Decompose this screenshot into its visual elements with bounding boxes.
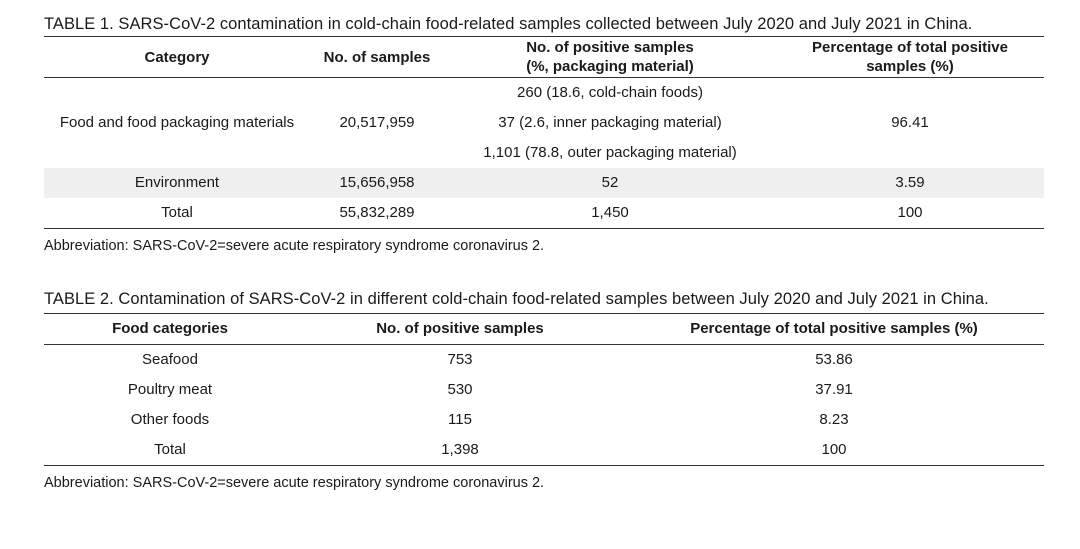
table1-header-positive-line2: (%, packaging material) <box>526 58 694 75</box>
table2-cell-category: Seafood <box>142 351 198 368</box>
table1-positive-line: 260 (18.6, cold-chain foods) <box>517 84 703 101</box>
table1-cell-positive: 1,450 <box>591 204 629 221</box>
table1-cell-positive: 52 <box>444 168 776 198</box>
table-row <box>44 168 1044 198</box>
table2-cell-positive: 753 <box>447 351 473 368</box>
table1-positive-line: 37 (2.6, inner packaging material) <box>498 114 722 131</box>
table1-caption: TABLE 1. SARS-CoV-2 contamination in cold-chain food-related samples collected between July 2020 and July 2021 in China. <box>44 15 973 33</box>
table2-header-row <box>44 314 1044 345</box>
table1-cell-samples: 15,656,958 <box>310 168 444 198</box>
table2-cell-percentage: 53.86 <box>815 351 853 368</box>
table1-header-positive <box>444 37 776 78</box>
table2-header-category: Food categories <box>112 320 228 337</box>
table2-cell-percentage: 100 <box>821 441 847 458</box>
table-row <box>44 78 1044 169</box>
table-row <box>44 345 1044 376</box>
table2-caption: TABLE 2. Contamination of SARS-CoV-2 in different cold-chain food-related samples between July 2020 and July 2021 in China. <box>44 290 989 308</box>
table2-cell-category: Total <box>154 441 186 458</box>
table2-header-positive: No. of positive samples <box>376 320 544 337</box>
table1-cell-percentage: 100 <box>897 204 923 221</box>
table2-cell-category: Poultry meat <box>127 381 213 398</box>
table1-header-row <box>44 37 1044 78</box>
table-row <box>44 405 1044 435</box>
table1-cell-percentage: 3.59 <box>776 168 1044 198</box>
table2-cell-percentage: 37.91 <box>815 381 853 398</box>
table1-header-category: Category <box>144 48 210 66</box>
table1-cell-percentage: 96.41 <box>891 114 929 131</box>
table2-cell-positive: 530 <box>447 381 473 398</box>
section-spacer <box>44 255 1044 289</box>
table-row <box>44 375 1044 405</box>
table1-header-percentage-line2: samples (%) <box>866 58 954 75</box>
table1-header-percentage-line1: Percentage of total positive <box>812 39 1008 56</box>
table1-abbreviation: Abbreviation: SARS-CoV-2=severe acute respiratory syndrome coronavirus 2. <box>44 238 545 254</box>
table2 <box>44 313 1044 466</box>
table1-header-samples: No. of samples <box>323 48 431 66</box>
table-row <box>44 198 1044 229</box>
table1-cell-category: Food and food packaging materials <box>59 114 295 131</box>
table2-cell-category: Other foods <box>130 411 210 428</box>
table1-cell-category: Environment <box>44 168 310 198</box>
table-row <box>44 435 1044 466</box>
table1-cell-samples: 55,832,289 <box>339 204 415 221</box>
table2-cell-positive: 115 <box>448 411 472 428</box>
table1-cell-positive <box>444 78 776 169</box>
table1-header-percentage <box>776 37 1044 78</box>
table1-cell-category: Total <box>161 204 193 221</box>
table1-cell-samples: 20,517,959 <box>339 114 415 131</box>
document-page <box>44 0 1044 492</box>
table1 <box>44 36 1044 229</box>
table2-header-percentage: Percentage of total positive samples (%) <box>690 320 978 337</box>
table2-cell-positive: 1,398 <box>441 441 479 458</box>
table2-abbreviation: Abbreviation: SARS-CoV-2=severe acute respiratory syndrome coronavirus 2. <box>44 475 545 491</box>
table1-header-positive-line1: No. of positive samples <box>526 39 694 56</box>
table1-positive-line: 1,101 (78.8, outer packaging material) <box>483 144 737 161</box>
table2-cell-percentage: 8.23 <box>819 411 849 428</box>
